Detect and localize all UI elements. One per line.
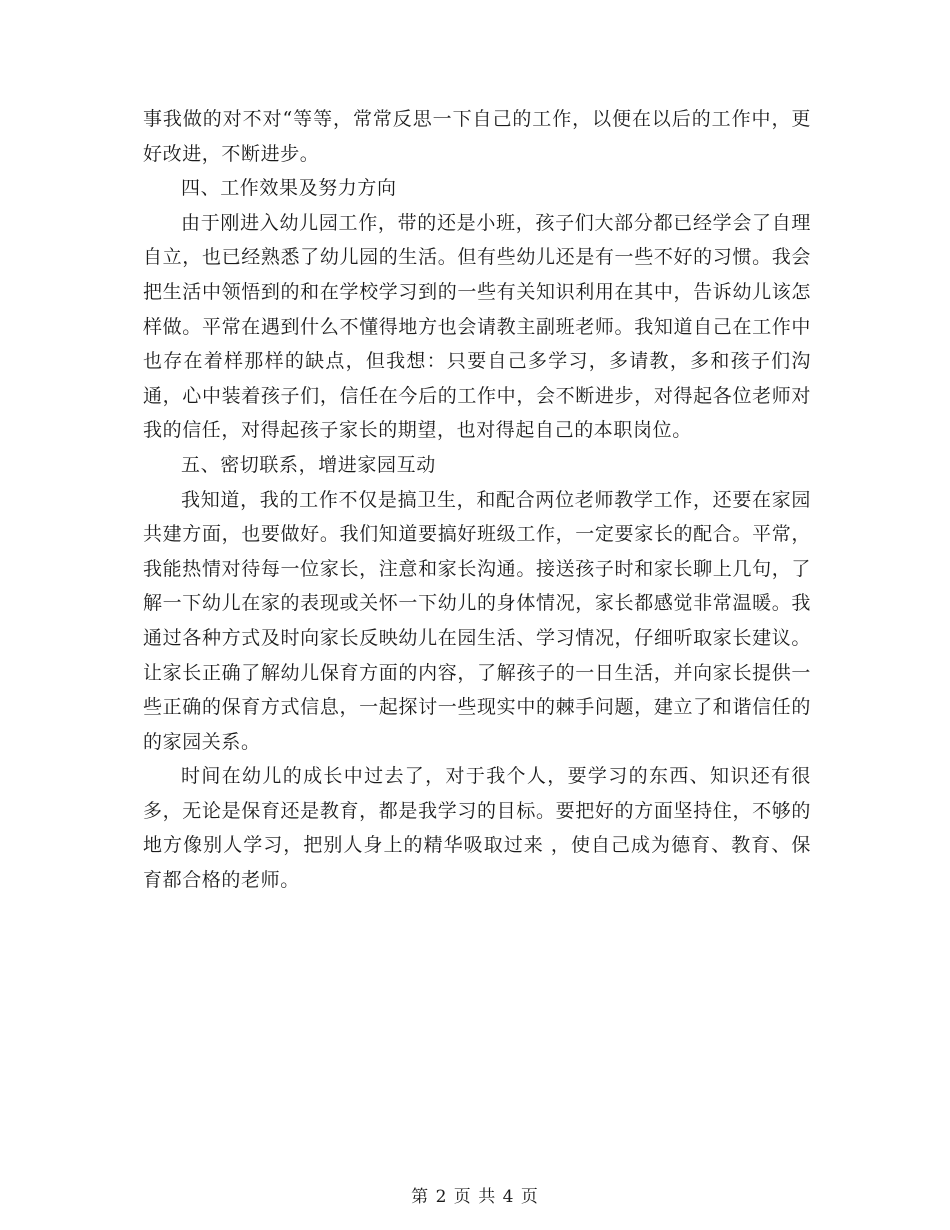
paragraph-home-interaction: 我知道，我的工作不仅是搞卫生，和配合两位老师教学工作，还要在家园共建方面，也要做好。我们知道要搞好班级工作，一定要家长的配合。平常，我能热情对待每一位家长，注意和家长沟通。接送孩子时和家长聊上几句，了解一下幼儿在家的表现或关怀一下幼儿的身体情况，家长都感觉非常温暖。我通过各种方式及时向家长反映幼儿在园生活、学习情况，仔细听取家长建议。让家长正确了解幼儿保育方面的内容，了解孩子的一日生活，并向家长提供一些正确的保育方式信息，一起探讨一些现实中的棘手问题，建立了和谐信任的的家园关系。 bbox=[143, 488, 811, 753]
page-number-footer: 第 2 页 共 4 页 bbox=[411, 1187, 539, 1207]
section-heading-4: 四、工作效果及努力方向 bbox=[181, 177, 397, 200]
section-heading-5: 五、密切联系，增进家园互动 bbox=[181, 453, 436, 476]
document-body bbox=[143, 102, 811, 898]
paragraph-work-results: 由于刚进入幼儿园工作，带的还是小班，孩子们大部分都已经学会了自理自立，也已经熟悉了幼儿园的生活。但有些幼儿还是有一些不好的习惯。我会把生活中领悟到的和在学校学习到的一些有关知识利用在其中，告诉幼儿该怎样做。平常在遇到什么不懂得地方也会请教主副班老师。我知道自己在工作中也存在着样那样的缺点，但我想：只要自己多学习，多请教，多和孩子们沟通，心中装着孩子们，信任在今后的工作中，会不断进步，对得起各位老师对我的信任，对得起孩子家长的期望，也对得起自己的本职岗位。 bbox=[143, 211, 811, 442]
continuation-paragraph: 事我做的对不对“等等，常常反思一下自己的工作，以便在以后的工作中，更好改进，不断进步。 bbox=[143, 108, 811, 165]
paragraph-conclusion: 时间在幼儿的成长中过去了，对于我个人，要学习的东西、知识还有很多，无论是保育还是教育，都是我学习的目标。要把好的方面坚持住，不够的地方像别人学习，把别人身上的精华吸取过来 ，使自己成为德育、教育、保育都合格的老师。 bbox=[143, 765, 811, 892]
